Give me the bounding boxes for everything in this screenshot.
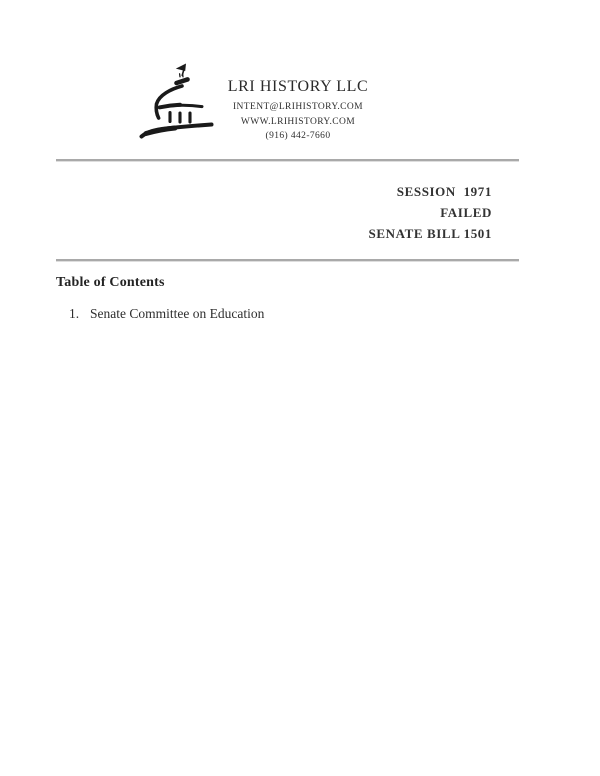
company-name: LRI HISTORY LLC (227, 78, 369, 95)
case-info-block (368, 181, 492, 244)
letterhead (168, 78, 428, 144)
toc-item (69, 306, 264, 322)
toc-item-label: Senate Committee on Education (90, 306, 265, 321)
toc-item-number: 1. (69, 306, 80, 321)
status-line: FAILED (440, 205, 492, 220)
company-phone: (916) 442-7660 (265, 131, 331, 141)
toc-list (69, 306, 264, 322)
toc-title: Table of Contents (56, 275, 165, 290)
company-email: INTENT@LRIHISTORY.COM (232, 102, 363, 112)
company-website: WWW.LRIHISTORY.COM (240, 116, 356, 127)
bill-line: SENATE BILL 1501 (368, 226, 492, 241)
session-line: SESSION 1971 (396, 184, 492, 199)
horizontal-rule-middle (56, 259, 519, 262)
horizontal-rule-top (56, 159, 519, 162)
